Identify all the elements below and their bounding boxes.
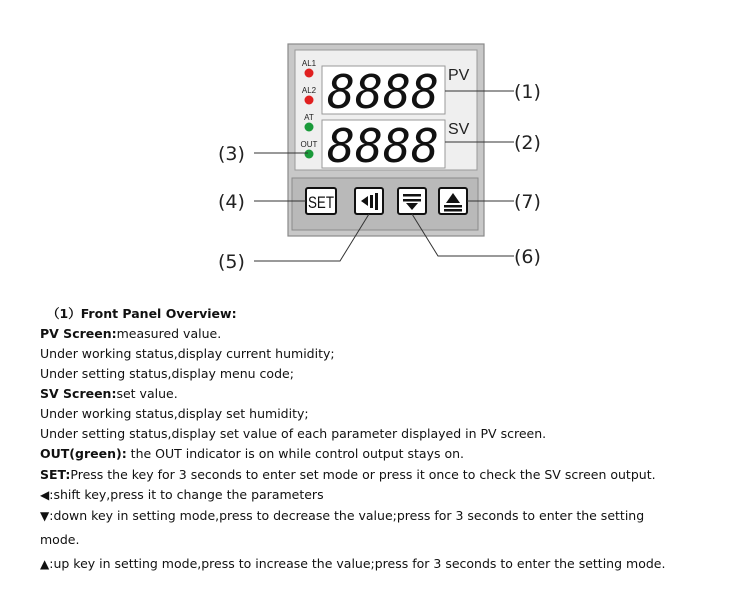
up-key-line bbox=[40, 556, 665, 572]
set-key-line bbox=[40, 467, 656, 483]
callout-4: (4) bbox=[218, 191, 245, 213]
sv-label: SV bbox=[448, 121, 470, 138]
down-key-line bbox=[40, 508, 644, 524]
pv-screen-line bbox=[40, 326, 221, 342]
callout-5: (5) bbox=[218, 251, 245, 273]
pv-setting-line: Under setting status,display menu code; bbox=[40, 366, 294, 381]
sv-screen-text: set value. bbox=[116, 386, 178, 401]
out-indicator-line bbox=[40, 446, 464, 462]
pv-screen-text: measured value. bbox=[116, 326, 222, 341]
shift-text: :shift key,press it to change the parameters bbox=[49, 487, 324, 502]
sv-screen-title: SV Screen: bbox=[40, 386, 117, 401]
callout-3: (3) bbox=[218, 143, 245, 165]
callout-7: (7) bbox=[514, 191, 541, 213]
callout-2: (2) bbox=[514, 132, 541, 154]
up-text: :up key in setting mode,press to increase the value;press for 3 seconds to enter the setting mode. bbox=[49, 556, 666, 571]
callout-1: (1) bbox=[514, 81, 541, 103]
callout-6: (6) bbox=[514, 246, 541, 268]
set-text: Press the key for 3 seconds to enter set mode or press it once to check the SV screen output. bbox=[70, 467, 656, 482]
sv-screen-line bbox=[40, 386, 178, 402]
led-label-at: AT bbox=[304, 113, 314, 122]
sv-display: 8888 bbox=[327, 119, 439, 173]
led-label-al2: AL2 bbox=[301, 86, 317, 95]
down-triangle-icon: ▼ bbox=[40, 509, 50, 523]
description-heading: （1）Front Panel Overview: bbox=[47, 306, 237, 321]
sv-working-line: Under working status,display set humidity; bbox=[40, 406, 309, 421]
pv-screen-title: PV Screen: bbox=[40, 326, 117, 341]
up-triangle-icon: ▲ bbox=[40, 557, 50, 571]
out-title: OUT(green): bbox=[40, 446, 127, 461]
shift-left-arrow-icon: ◀ bbox=[40, 488, 50, 502]
out-text: the OUT indicator is on while control output stays on. bbox=[126, 446, 465, 461]
pv-working-line: Under working status,display current humidity; bbox=[40, 346, 335, 361]
pv-display: 8888 bbox=[327, 65, 439, 119]
down-text: :down key in setting mode,press to decrease the value;press for 3 seconds to enter the setting bbox=[49, 508, 645, 523]
shift-key-line bbox=[40, 487, 324, 503]
down-key-line-continued: mode. bbox=[40, 532, 80, 547]
led-label-out: OUT bbox=[300, 140, 318, 149]
led-label-al1: AL1 bbox=[301, 59, 317, 68]
set-title: SET: bbox=[40, 467, 71, 482]
pv-label: PV bbox=[448, 67, 470, 84]
set-key-label: SET bbox=[308, 193, 334, 212]
sv-setting-line: Under setting status,display set value of each parameter displayed in PV screen. bbox=[40, 426, 547, 441]
